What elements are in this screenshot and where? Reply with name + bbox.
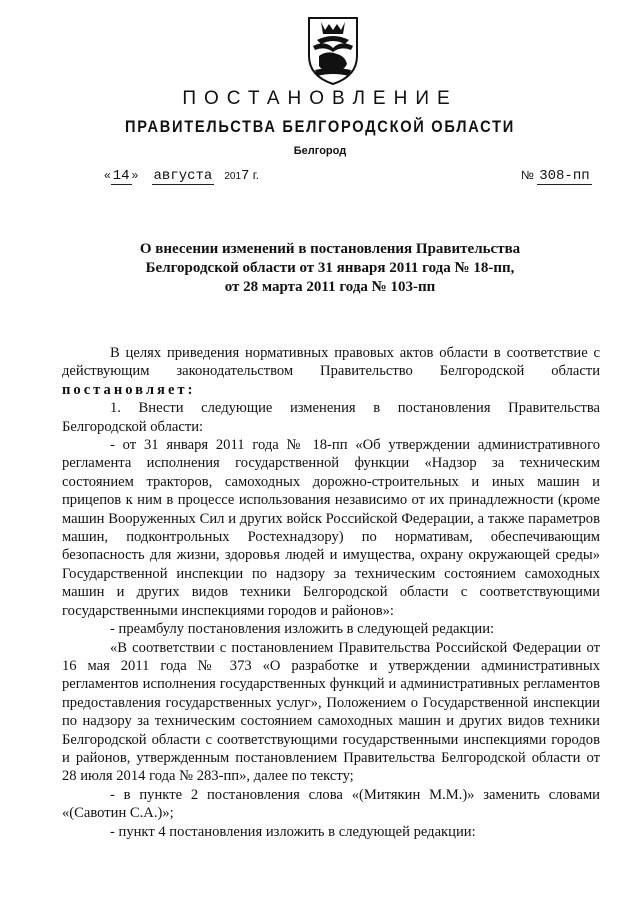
document-subject [60, 240, 600, 297]
subject-line: от 28 марта 2011 года № 103-пп [224, 279, 436, 295]
document-date: « 14 » августа 2017 г. [104, 168, 260, 184]
number-value: 308-пп [539, 168, 590, 184]
paragraph [62, 344, 600, 399]
date-day: 14 [112, 168, 130, 184]
date-year-suffix: г. [252, 168, 260, 182]
subject-line: Белгородской области от 31 января 2011 года № 18-пп, [145, 260, 515, 276]
paragraph: - в пункте 2 постановления слова «(Митякин М.М.)» заменить словами «(Савотин С.А.)»; [62, 786, 600, 822]
paragraph: - преамбулу постановления изложить в следующей редакции: [110, 621, 495, 638]
paragraph: «В соответствии с постановлением Правительства Российской Федерации от 16 мая 2011 года № 373 «О разработке и утверждении административных регламентов исполнения государственных функций и административных регламентов предоставления государственных услуг», Положением о Государственной инспекции по надзору за техническим состоянием самоходных машин и других видов техники Белгородской области с соответствующими государственными инспекциями городов и районов, утвержденным постановлением Правительства Белгородской области от 28 июля 2014 года № 283-пп», далее по тексту; [62, 639, 600, 785]
city-name: Белгород [293, 145, 347, 157]
date-month: августа [153, 168, 213, 184]
subject-line: О внесении изменений в постановления Правительства [139, 241, 521, 257]
issuing-authority: ПРАВИТЕЛЬСТВА БЕЛГОРОДСКОЙ ОБЛАСТИ [125, 117, 515, 136]
number-prefix: № [521, 168, 534, 182]
document-number [521, 168, 592, 184]
paragraph: 1. Внести следующие изменения в постановления Правительства Белгородской области: [62, 400, 600, 435]
date-year-prefix: 201 [224, 171, 242, 182]
date-year-digit: 7 [241, 168, 250, 184]
document-title: ПОСТАНОВЛЕНИЕ [182, 88, 458, 109]
coat-of-arms-icon [303, 10, 363, 86]
resolution-keyword: постановляет: [62, 381, 196, 398]
paragraph: - пункт 4 постановления изложить в следующей редакции: [110, 823, 476, 840]
document-body [62, 344, 600, 841]
paragraph-text: В целях приведения нормативных правовых актов области в соответствие с действующим законодательством Правительство Белгородской области [62, 345, 600, 380]
paragraph: - от 31 января 2011 года № 18-пп «Об утверждении административного регламента исполнения государственной функции «Надзор за техническим состоянием тракторов, самоходных дорожно-строительных и иных машин и прицепов к ним в процессе использования независимо от их принадлежности (кроме машин Вооруженных Сил и других войск Российской Федерации, а также параметров машин, подконтрольных Ростехнадзору) по нормативам, обеспечивающим безопасность для жизни, здоровья людей и имущества, охрану окружающей среды» Государственной инспекции по надзору за техническим состоянием самоходных машин и других видов техники Белгородской области с соответствующими государственными инспекциями городов и районов»: [62, 437, 600, 619]
